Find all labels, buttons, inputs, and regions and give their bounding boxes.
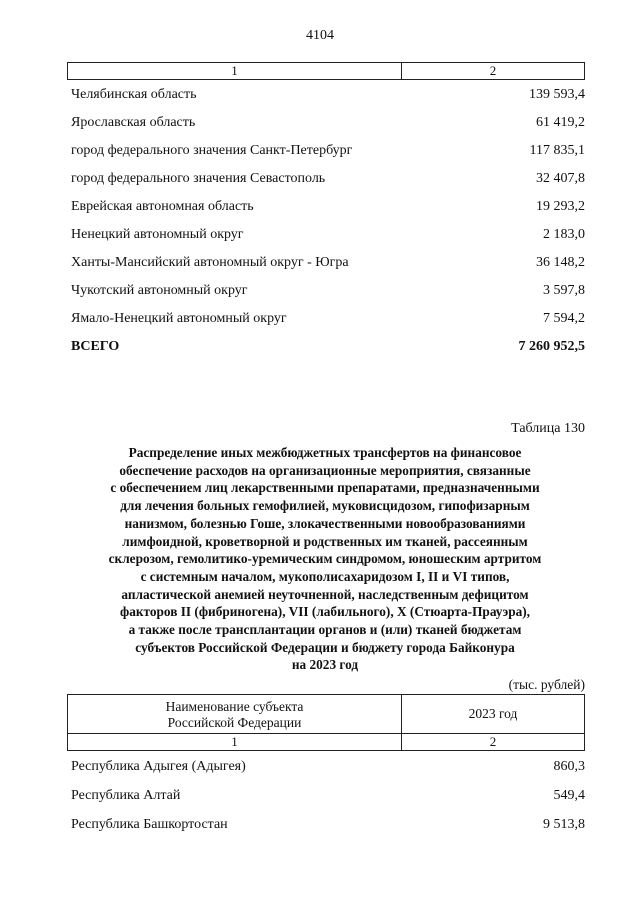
region-name: город федерального значения Санкт-Петербург (71, 143, 353, 158)
region-name: Чукотский автономный округ (71, 283, 248, 298)
table-row (67, 781, 585, 810)
column-number-1: 1 (68, 734, 402, 750)
column-number-2: 2 (489, 734, 497, 749)
column-number-1: 1 (68, 63, 402, 79)
table1-body (67, 81, 585, 361)
caption-line: обеспечение расходов на организационные мероприятия, связанные (119, 462, 531, 478)
region-value: 7 594,2 (543, 311, 585, 326)
table-row (67, 109, 585, 137)
page-number: 4104 (306, 28, 334, 43)
total-value: 7 260 952,5 (518, 339, 585, 354)
region-value: 61 419,2 (536, 115, 585, 130)
total-label: ВСЕГО (71, 339, 120, 354)
region-value: 3 597,8 (543, 283, 585, 298)
table-row (67, 165, 585, 193)
header-year: 2023 год (468, 706, 518, 721)
unit-label: (тыс. рублей) (508, 677, 585, 692)
table-caption (60, 444, 590, 674)
region-value: 860,3 (553, 759, 585, 774)
caption-line: для лечения больных гемофилией, муковисцидозом, гипофизарным (120, 498, 530, 514)
table-row (67, 221, 585, 249)
column-number-2: 2 (489, 63, 497, 78)
caption-line: с обеспечением лиц лекарственными препаратами, предназначенными (110, 480, 540, 496)
region-name: Ханты-Мансийский автономный округ - Югра (71, 255, 349, 270)
header-subject-name (68, 695, 402, 733)
table-row (67, 305, 585, 333)
region-value: 2 183,0 (543, 227, 585, 242)
table-row (67, 193, 585, 221)
region-value: 9 513,8 (543, 817, 585, 832)
caption-line: факторов II (фибриногена), VII (лабильного), X (Стюарта-Прауэра), (120, 604, 530, 620)
table-row (67, 752, 585, 781)
caption-line: нанизмом, болезнью Гоше, злокачественными новообразованиями (124, 515, 526, 531)
header-line: Наименование субъекта (165, 699, 304, 714)
table2-body (67, 752, 585, 839)
region-name: Еврейская автономная область (71, 199, 254, 214)
table-row (67, 137, 585, 165)
header-line: Российской Федерации (167, 715, 302, 730)
region-name: Челябинская область (71, 87, 197, 102)
table-number-label: Таблица 130 (511, 421, 585, 436)
region-name: Ярославская область (71, 115, 196, 130)
table1-column-numbers (67, 62, 585, 80)
table-row (67, 810, 585, 839)
table-row (67, 81, 585, 109)
caption-line: с системным началом, мукополисахаридозом I, II и VI типов, (140, 568, 510, 584)
region-value: 19 293,2 (536, 199, 585, 214)
region-name: Республика Алтай (71, 788, 181, 803)
caption-line: а также после трансплантации органов и (или) тканей бюджетам (128, 622, 522, 638)
region-name: Ямало-Ненецкий автономный округ (71, 311, 287, 326)
table2-header (67, 694, 585, 734)
caption-line: апластической анемией неуточненной, наследственным дефицитом (121, 586, 529, 602)
region-value: 36 148,2 (536, 255, 585, 270)
table2-column-numbers (67, 733, 585, 751)
region-name: Республика Башкортостан (71, 817, 228, 832)
table-row (67, 277, 585, 305)
region-value: 139 593,4 (529, 87, 585, 102)
caption-line: на 2023 год (291, 657, 359, 673)
total-row (67, 333, 585, 361)
caption-line: склерозом, гемолитико-уремическим синдромом, юношеским артритом (108, 551, 542, 567)
region-value: 549,4 (553, 788, 585, 803)
region-name: город федерального значения Севастополь (71, 171, 326, 186)
region-value: 117 835,1 (529, 143, 585, 158)
region-name: Ненецкий автономный округ (71, 227, 244, 242)
caption-line: лимфоидной, кроветворной и родственных им тканей, рассеянным (122, 533, 528, 549)
caption-line: субъектов Российской Федерации и бюджету города Байконура (135, 639, 515, 655)
table-row (67, 249, 585, 277)
region-name: Республика Адыгея (Адыгея) (71, 759, 246, 774)
caption-line: Распределение иных межбюджетных трансфертов на финансовое (128, 445, 522, 460)
region-value: 32 407,8 (536, 171, 585, 186)
